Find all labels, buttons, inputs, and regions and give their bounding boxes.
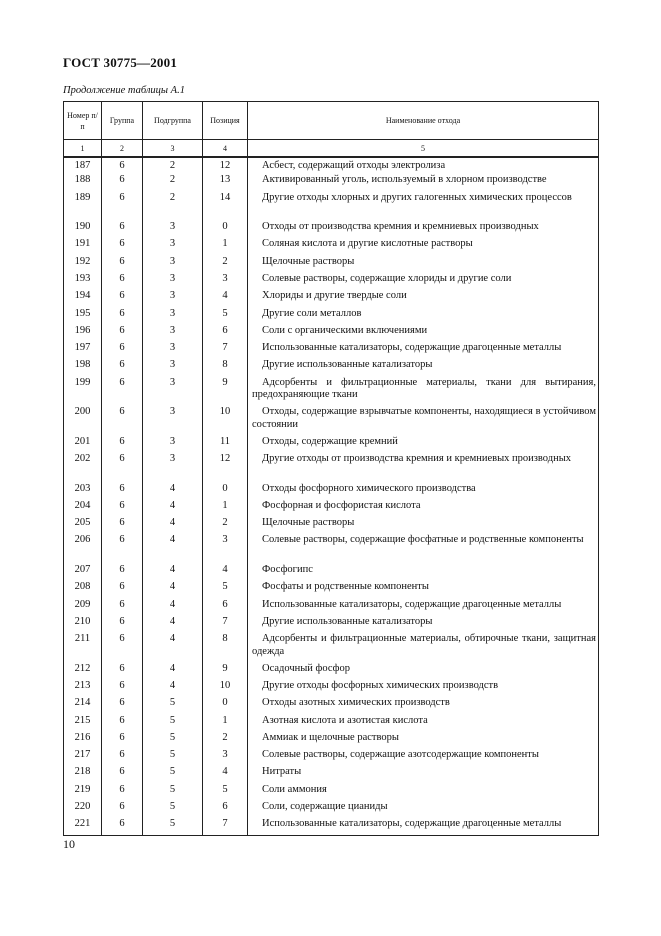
row-position: 4 <box>203 290 248 307</box>
page-number: 10 <box>63 837 75 851</box>
row-number: 190 <box>64 221 102 238</box>
col-number-1: 1 <box>64 140 102 158</box>
row-number: 191 <box>64 238 102 255</box>
row-number: 215 <box>64 715 102 732</box>
row-number: 208 <box>64 581 102 598</box>
row-group: 6 <box>102 192 143 222</box>
table-row <box>64 732 599 749</box>
table-row <box>64 564 599 581</box>
row-subgroup: 4 <box>143 599 203 616</box>
row-group: 6 <box>102 564 143 581</box>
row-number: 218 <box>64 766 102 783</box>
row-group: 6 <box>102 534 143 564</box>
row-position: 4 <box>203 766 248 783</box>
row-number: 198 <box>64 359 102 376</box>
row-position: 12 <box>203 157 248 174</box>
row-waste-name: Использованные катализаторы, содержащие драгоценные металлы <box>248 599 599 616</box>
col-header-waste-name: Наименование отхода <box>248 102 599 140</box>
table-row <box>64 801 599 818</box>
row-group: 6 <box>102 436 143 453</box>
row-subgroup: 3 <box>143 436 203 453</box>
row-subgroup: 4 <box>143 680 203 697</box>
col-header-position: Позиция <box>203 102 248 140</box>
row-group: 6 <box>102 633 143 663</box>
row-position: 7 <box>203 616 248 633</box>
row-subgroup: 3 <box>143 342 203 359</box>
row-waste-name: Использованные катализаторы, содержащие драгоценные металлы <box>248 818 599 835</box>
row-number: 220 <box>64 801 102 818</box>
row-waste-name: Щелочные растворы <box>248 256 599 273</box>
row-group: 6 <box>102 174 143 191</box>
row-waste-name: Адсорбенты и фильтрационные материалы, ткани для вытирания, предохраняющие ткани <box>248 377 599 407</box>
row-number: 192 <box>64 256 102 273</box>
row-subgroup: 3 <box>143 453 203 483</box>
row-group: 6 <box>102 784 143 801</box>
row-subgroup: 4 <box>143 633 203 663</box>
row-waste-name: Хлориды и другие твердые соли <box>248 290 599 307</box>
row-number: 197 <box>64 342 102 359</box>
row-waste-name: Другие отходы хлорных и других галогенных химических процессов <box>248 192 599 222</box>
row-group: 6 <box>102 342 143 359</box>
row-waste-name: Азотная кислота и азотистая кислота <box>248 715 599 732</box>
row-number: 217 <box>64 749 102 766</box>
col-number-3: 3 <box>143 140 203 158</box>
row-group: 6 <box>102 453 143 483</box>
row-group: 6 <box>102 801 143 818</box>
col-header-group: Группа <box>102 102 143 140</box>
row-position: 3 <box>203 273 248 290</box>
row-position: 1 <box>203 238 248 255</box>
doc-title: ГОСТ 30775—2001 <box>63 55 178 70</box>
row-subgroup: 5 <box>143 732 203 749</box>
row-group: 6 <box>102 749 143 766</box>
row-position: 11 <box>203 436 248 453</box>
row-waste-name: Другие использованные катализаторы <box>248 359 599 376</box>
row-subgroup: 2 <box>143 174 203 191</box>
row-waste-name: Аммиак и щелочные растворы <box>248 732 599 749</box>
table-row <box>64 534 599 564</box>
row-waste-name: Отходы азотных химических производств <box>248 697 599 714</box>
row-group: 6 <box>102 517 143 534</box>
table-row <box>64 697 599 714</box>
row-waste-name: Отходы от производства кремния и кремниевых производных <box>248 221 599 238</box>
table-row <box>64 406 599 436</box>
row-number: 211 <box>64 633 102 663</box>
row-subgroup: 3 <box>143 325 203 342</box>
row-position: 12 <box>203 453 248 483</box>
row-position: 3 <box>203 534 248 564</box>
row-waste-name: Соляная кислота и другие кислотные растворы <box>248 238 599 255</box>
row-subgroup: 2 <box>143 157 203 174</box>
row-number: 212 <box>64 663 102 680</box>
row-waste-name: Солевые растворы, содержащие хлориды и другие соли <box>248 273 599 290</box>
row-number: 216 <box>64 732 102 749</box>
row-position: 9 <box>203 663 248 680</box>
row-position: 5 <box>203 308 248 325</box>
row-position: 5 <box>203 784 248 801</box>
row-waste-name: Другие использованные катализаторы <box>248 616 599 633</box>
table-body <box>64 157 599 836</box>
row-number: 210 <box>64 616 102 633</box>
row-waste-name: Фосфаты и родственные компоненты <box>248 581 599 598</box>
row-waste-name: Осадочный фосфор <box>248 663 599 680</box>
row-subgroup: 5 <box>143 766 203 783</box>
row-subgroup: 4 <box>143 616 203 633</box>
table-row <box>64 238 599 255</box>
row-waste-name: Другие отходы от производства кремния и кремниевых производных <box>248 453 599 483</box>
row-subgroup: 5 <box>143 749 203 766</box>
table-row <box>64 377 599 407</box>
row-number: 194 <box>64 290 102 307</box>
row-subgroup: 2 <box>143 192 203 222</box>
row-number: 195 <box>64 308 102 325</box>
row-number: 188 <box>64 174 102 191</box>
table-row <box>64 599 599 616</box>
row-group: 6 <box>102 581 143 598</box>
row-waste-name: Отходы, содержащие взрывчатые компоненты, находящиеся в устойчивом состоянии <box>248 406 599 436</box>
row-position: 2 <box>203 732 248 749</box>
row-number: 200 <box>64 406 102 436</box>
row-group: 6 <box>102 308 143 325</box>
row-number: 189 <box>64 192 102 222</box>
table-row <box>64 192 599 222</box>
row-subgroup: 5 <box>143 818 203 835</box>
row-group: 6 <box>102 500 143 517</box>
row-subgroup: 4 <box>143 517 203 534</box>
row-position: 6 <box>203 599 248 616</box>
row-position: 8 <box>203 359 248 376</box>
row-subgroup: 3 <box>143 221 203 238</box>
row-position: 7 <box>203 342 248 359</box>
row-number: 219 <box>64 784 102 801</box>
row-subgroup: 3 <box>143 308 203 325</box>
row-subgroup: 3 <box>143 273 203 290</box>
row-group: 6 <box>102 766 143 783</box>
row-subgroup: 3 <box>143 359 203 376</box>
table-row <box>64 157 599 174</box>
row-group: 6 <box>102 377 143 407</box>
row-group: 6 <box>102 238 143 255</box>
row-group: 6 <box>102 715 143 732</box>
table-row <box>64 342 599 359</box>
row-group: 6 <box>102 663 143 680</box>
row-position: 0 <box>203 697 248 714</box>
row-position: 10 <box>203 406 248 436</box>
row-subgroup: 4 <box>143 663 203 680</box>
row-number: 196 <box>64 325 102 342</box>
row-position: 13 <box>203 174 248 191</box>
row-position: 10 <box>203 680 248 697</box>
table-row <box>64 436 599 453</box>
row-group: 6 <box>102 273 143 290</box>
table-row <box>64 325 599 342</box>
row-position: 6 <box>203 801 248 818</box>
row-position: 8 <box>203 633 248 663</box>
row-number: 213 <box>64 680 102 697</box>
row-number: 193 <box>64 273 102 290</box>
row-number: 204 <box>64 500 102 517</box>
row-waste-name: Фосфорная и фосфористая кислота <box>248 500 599 517</box>
row-subgroup: 3 <box>143 238 203 255</box>
row-subgroup: 3 <box>143 256 203 273</box>
table-row <box>64 517 599 534</box>
row-number: 201 <box>64 436 102 453</box>
row-waste-name: Соли, содержащие цианиды <box>248 801 599 818</box>
row-waste-name: Солевые растворы, содержащие азотсодержащие компоненты <box>248 749 599 766</box>
table-row <box>64 581 599 598</box>
row-group: 6 <box>102 616 143 633</box>
row-group: 6 <box>102 406 143 436</box>
table-row <box>64 500 599 517</box>
table-row <box>64 633 599 663</box>
col-number-2: 2 <box>102 140 143 158</box>
row-position: 6 <box>203 325 248 342</box>
row-number: 205 <box>64 517 102 534</box>
row-position: 5 <box>203 581 248 598</box>
row-subgroup: 4 <box>143 500 203 517</box>
table-row <box>64 453 599 483</box>
col-number-5: 5 <box>248 140 599 158</box>
row-subgroup: 5 <box>143 715 203 732</box>
table-row <box>64 273 599 290</box>
row-group: 6 <box>102 697 143 714</box>
row-group: 6 <box>102 157 143 174</box>
row-subgroup: 3 <box>143 290 203 307</box>
row-group: 6 <box>102 599 143 616</box>
row-group: 6 <box>102 290 143 307</box>
row-number: 203 <box>64 483 102 500</box>
row-number: 199 <box>64 377 102 407</box>
row-number: 187 <box>64 157 102 174</box>
row-subgroup: 4 <box>143 564 203 581</box>
row-position: 9 <box>203 377 248 407</box>
row-number: 209 <box>64 599 102 616</box>
row-position: 4 <box>203 564 248 581</box>
row-number: 207 <box>64 564 102 581</box>
table-row <box>64 818 599 835</box>
table-row <box>64 483 599 500</box>
row-position: 7 <box>203 818 248 835</box>
row-position: 0 <box>203 483 248 500</box>
row-number: 202 <box>64 453 102 483</box>
row-waste-name: Другие отходы фосфорных химических производств <box>248 680 599 697</box>
row-group: 6 <box>102 359 143 376</box>
table-row <box>64 663 599 680</box>
col-header-number: Номер п/п <box>64 102 102 140</box>
row-position: 1 <box>203 500 248 517</box>
row-subgroup: 5 <box>143 784 203 801</box>
table-row <box>64 749 599 766</box>
row-group: 6 <box>102 483 143 500</box>
row-waste-name: Использованные катализаторы, содержащие драгоценные металлы <box>248 342 599 359</box>
row-waste-name: Соли с органическими включениями <box>248 325 599 342</box>
row-subgroup: 4 <box>143 581 203 598</box>
row-position: 1 <box>203 715 248 732</box>
row-subgroup: 5 <box>143 697 203 714</box>
waste-table <box>63 101 599 836</box>
row-number: 214 <box>64 697 102 714</box>
row-position: 14 <box>203 192 248 222</box>
row-waste-name: Нитраты <box>248 766 599 783</box>
row-waste-name: Соли аммония <box>248 784 599 801</box>
row-group: 6 <box>102 732 143 749</box>
col-header-subgroup: Подгруппа <box>143 102 203 140</box>
table-row <box>64 221 599 238</box>
row-waste-name: Фосфогипс <box>248 564 599 581</box>
table-row <box>64 784 599 801</box>
row-group: 6 <box>102 680 143 697</box>
row-waste-name: Отходы, содержащие кремний <box>248 436 599 453</box>
row-group: 6 <box>102 221 143 238</box>
table-row <box>64 616 599 633</box>
col-number-4: 4 <box>203 140 248 158</box>
row-position: 0 <box>203 221 248 238</box>
table-row <box>64 290 599 307</box>
row-waste-name: Активированный уголь, используемый в хлорном производстве <box>248 174 599 191</box>
row-group: 6 <box>102 818 143 835</box>
table-row <box>64 174 599 191</box>
table-row <box>64 680 599 697</box>
row-group: 6 <box>102 256 143 273</box>
table-row <box>64 766 599 783</box>
row-subgroup: 3 <box>143 377 203 407</box>
table-row <box>64 256 599 273</box>
row-position: 2 <box>203 517 248 534</box>
row-waste-name: Асбест, содержащий отходы электролиза <box>248 157 599 174</box>
table-row <box>64 715 599 732</box>
row-waste-name: Солевые растворы, содержащие фосфатные и родственные компоненты <box>248 534 599 564</box>
row-waste-name: Адсорбенты и фильтрационные материалы, обтирочные ткани, защитная одежда <box>248 633 599 663</box>
table-row <box>64 359 599 376</box>
row-subgroup: 5 <box>143 801 203 818</box>
row-position: 2 <box>203 256 248 273</box>
row-subgroup: 4 <box>143 534 203 564</box>
row-number: 206 <box>64 534 102 564</box>
row-number: 221 <box>64 818 102 835</box>
row-group: 6 <box>102 325 143 342</box>
row-waste-name: Щелочные растворы <box>248 517 599 534</box>
table-caption: Продолжение таблицы А.1 <box>63 85 185 96</box>
row-subgroup: 3 <box>143 406 203 436</box>
row-waste-name: Другие соли металлов <box>248 308 599 325</box>
row-subgroup: 4 <box>143 483 203 500</box>
row-waste-name: Отходы фосфорного химического производства <box>248 483 599 500</box>
row-position: 3 <box>203 749 248 766</box>
table-row <box>64 308 599 325</box>
